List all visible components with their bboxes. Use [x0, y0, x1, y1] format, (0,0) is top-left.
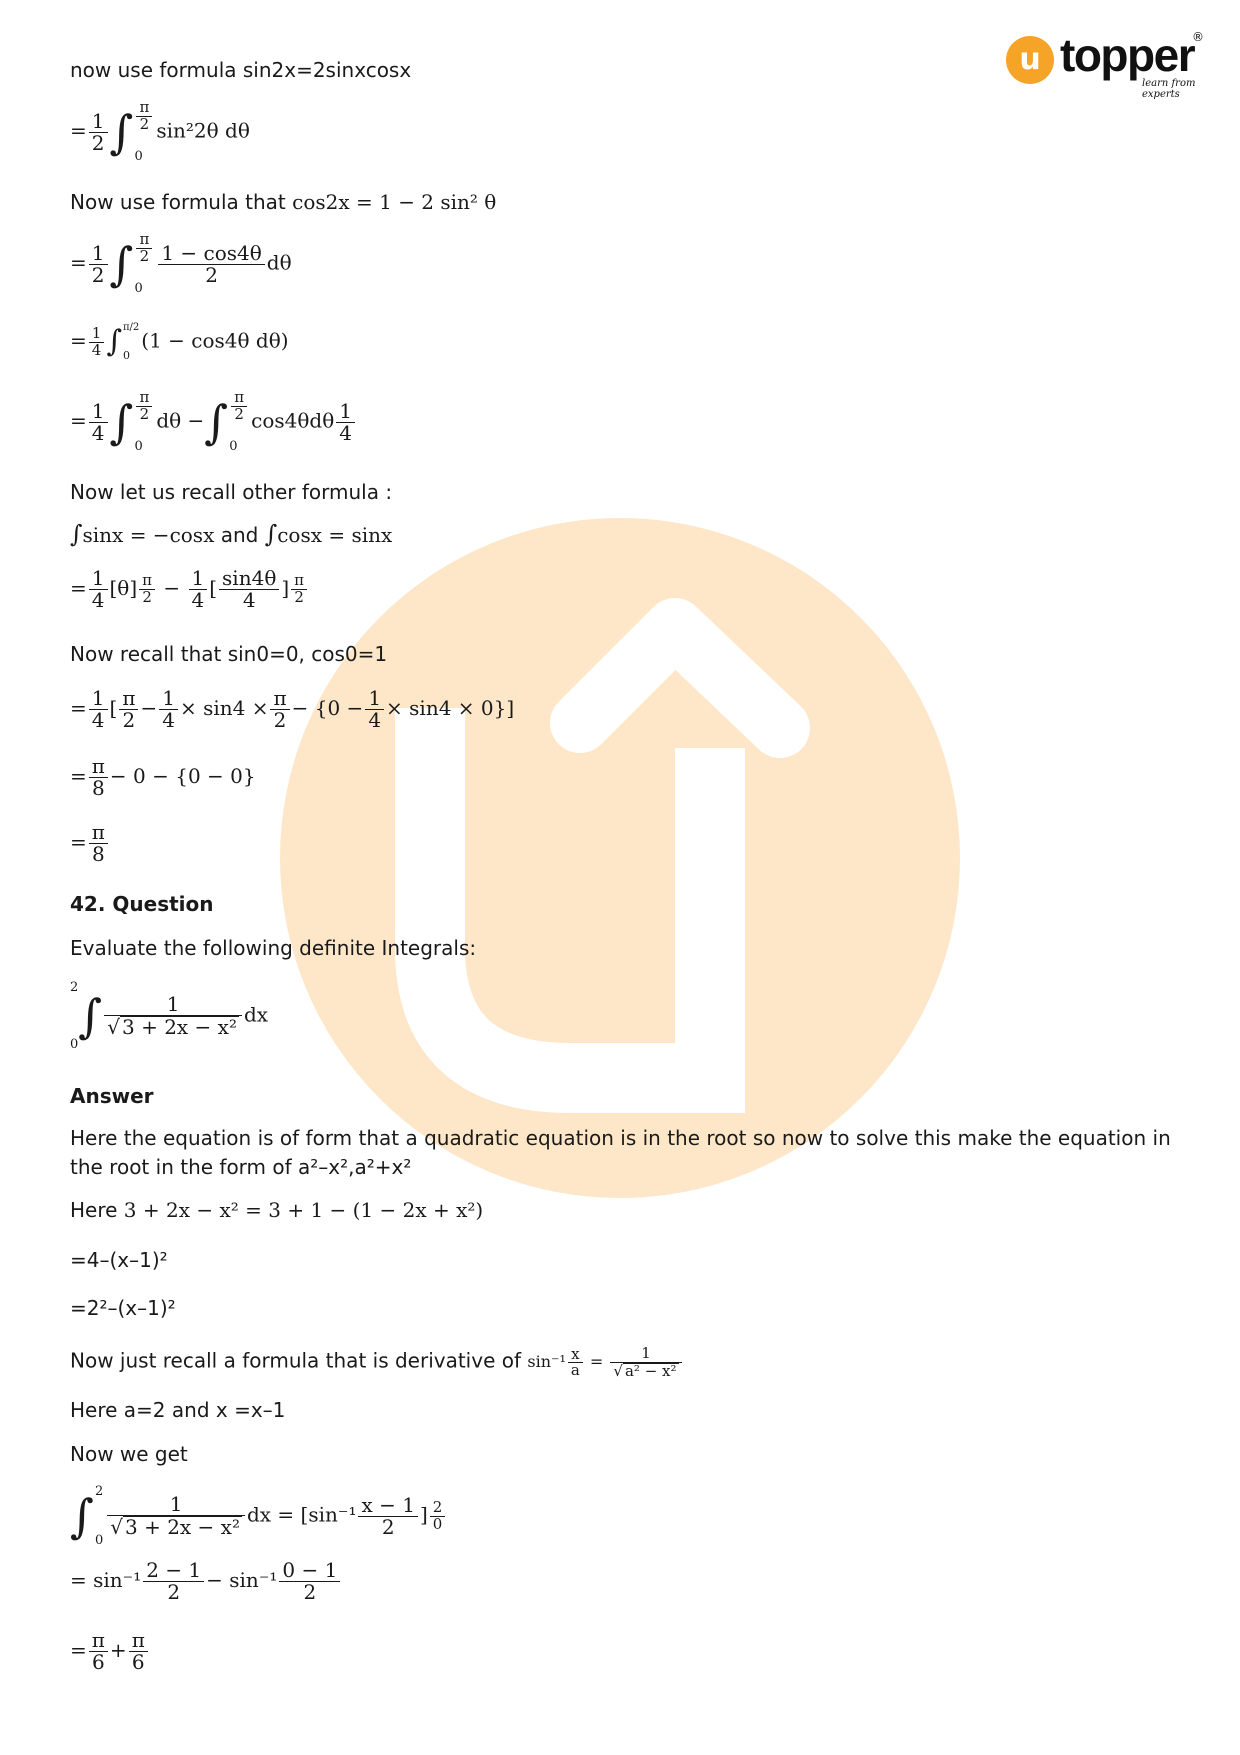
final-sum: = $\frac{\pi}{6}$ + $\frac{\pi}{6}$: [70, 1630, 150, 1673]
here-line: [70, 1198, 483, 1222]
final-dx: dx = [sin⁻¹: [246, 1502, 357, 1527]
integral-cosx: cosx = sinx: [277, 523, 393, 547]
formula-text: Now use formula that: [70, 190, 286, 214]
arcsin-label: sin⁻¹: [527, 1352, 566, 1372]
recall-formula-line: Now let us recall other formula :: [70, 480, 393, 504]
arcsin-evaluation: [70, 1560, 342, 1603]
here-label: Here: [70, 1198, 118, 1222]
arcsin-num-2: 0 − 1: [279, 1560, 340, 1582]
integral-sinx: sinx = −cosx: [82, 523, 215, 547]
final-radicand: 3 + 2x − x²: [125, 1515, 240, 1539]
formula-cos2x: cos2x = 1 − 2 sin² θ: [292, 190, 497, 214]
step-den: 2: [205, 262, 218, 287]
arcsin-den-1: 2: [167, 1580, 181, 1604]
q-dx: dx: [243, 1002, 269, 1027]
step-split-integrals: = $\frac{1}{4}$ ∫ $\frac{\pi}{2}$ 0 dθ − ∫ $\frac{\pi}{2}$ 0 cos4θdθ $\frac{1}{4}$: [70, 390, 357, 454]
step-substitute: = $\frac{1}{4}$ [ $\frac{\pi}{2}$ − $\frac{1}{4}$ × sin4 × $\frac{\pi}{2}$ − {0 − $\frac{1}{4}$ × sin4 × 0}]: [70, 686, 515, 732]
question-heading: 42. Question: [70, 892, 214, 916]
derivative-text: Now just recall a formula that is derivative of: [70, 1348, 522, 1373]
step-expr-2: (1 − cos4θ dθ): [141, 328, 289, 353]
arcsin-den-2: 2: [303, 1580, 317, 1604]
final-den: 2: [381, 1514, 395, 1539]
step-num: 1 − cos4θ: [158, 243, 264, 265]
step-evaluate-bounds: = $\frac{1}{4}$ [θ] $\frac{\pi}{2}$ − $\frac{1}{4}$ [ $\frac{\sin 4\theta}{4}$ ] $\frac{\pi}{2}$: [70, 568, 309, 611]
derivative-recall-line: Now just recall a formula that is derivative of sin⁻¹ $\frac{x}{a}$ = $\frac{1}{\text{√ a² − x²}}$: [70, 1346, 684, 1380]
final-num: x − 1: [358, 1495, 417, 1517]
sub-a: × sin4 ×: [179, 696, 269, 720]
step-result: = $\frac{\pi}{8}$: [70, 822, 110, 865]
step-simplify: = $\frac{\pi}{8}$ − 0 − {0 − 0}: [70, 754, 256, 800]
simplify-tail: − 0 − {0 − 0}: [109, 764, 256, 788]
question-integral: 2 0 ∫ $\frac{1}{\text{√ 3 + 2x − x²}}$ dx: [70, 980, 269, 1052]
step-expr: sin²2θ dθ: [156, 118, 250, 143]
sin4theta: sin4θ: [219, 568, 279, 590]
final-integral: ∫ 2 0 $\frac{1}{\text{√ 3 + 2x − x²}}$ dx = [sin⁻¹ $\frac{x - 1}{2}$ ] $\frac{2}{0}$: [70, 1484, 447, 1548]
theta-bracket: [θ]: [109, 576, 138, 600]
topper-logo-mark: u: [1006, 36, 1054, 84]
q-numerator: 1: [104, 994, 242, 1016]
step-split-a: dθ −: [156, 408, 205, 433]
step-integral-cos4: = $\frac{1}{2}$ ∫ $\frac{\pi}{2}$ 0 $\frac{1 - \cos 4\theta}{2}$ dθ: [70, 230, 292, 296]
step-quarter-integral: = $\frac{1}{4}$ ∫ π/2 0 (1 − cos4θ dθ): [70, 322, 289, 362]
eq-line-1: =4–(x–1)²: [70, 1248, 168, 1272]
sub-b: − {0 −: [291, 696, 364, 720]
topper-logo-name: topper: [1060, 29, 1195, 81]
sub-c: × sin4 × 0}]: [386, 696, 515, 720]
question-instruction: Evaluate the following definite Integrals:: [70, 936, 477, 960]
eq-line-2: =2²–(x–1)²: [70, 1296, 176, 1320]
step-integral-sin2: = $\frac{1}{2}$ ∫ $\frac{\pi}{2}$ 0 sin²2θ dθ: [70, 98, 250, 164]
topper-logo: [1006, 29, 1206, 100]
arcsin-num-1: 2 − 1: [143, 1560, 204, 1582]
formula-intro-line: now use formula sin2x=2sinxcosx: [70, 58, 412, 82]
now-we-get-line: Now we get: [70, 1442, 188, 1466]
arcsin-a: = sin⁻¹: [70, 1568, 142, 1592]
step-split-b: cos4θdθ: [251, 408, 335, 433]
integral-formulas-line: ∫sinx = −cosx and ∫cosx = sinx: [70, 520, 393, 548]
arcsin-b: − sin⁻¹: [206, 1568, 278, 1592]
answer-heading: Answer: [70, 1084, 154, 1108]
topper-logo-tagline: learn from experts: [1142, 78, 1196, 100]
here-formula: 3 + 2x − x² = 3 + 1 − (1 − 2x + x²): [123, 1198, 484, 1222]
substitution-line: Here a=2 and x =x–1: [70, 1398, 286, 1422]
q-radicand: 3 + 2x − x²: [122, 1015, 237, 1039]
answer-paragraph: Here the equation is of form that a quadratic equation is in the root so now to solve this make the equation in the root in the form of a²–x²,a²+x²: [70, 1126, 1171, 1179]
recall-values-line: Now recall that sin0=0, cos0=1: [70, 642, 388, 666]
and-text: and: [220, 523, 259, 547]
registered-mark: ®: [1192, 30, 1204, 44]
formula-cos2x-line: [70, 190, 496, 214]
step-tail: dθ: [266, 250, 292, 275]
